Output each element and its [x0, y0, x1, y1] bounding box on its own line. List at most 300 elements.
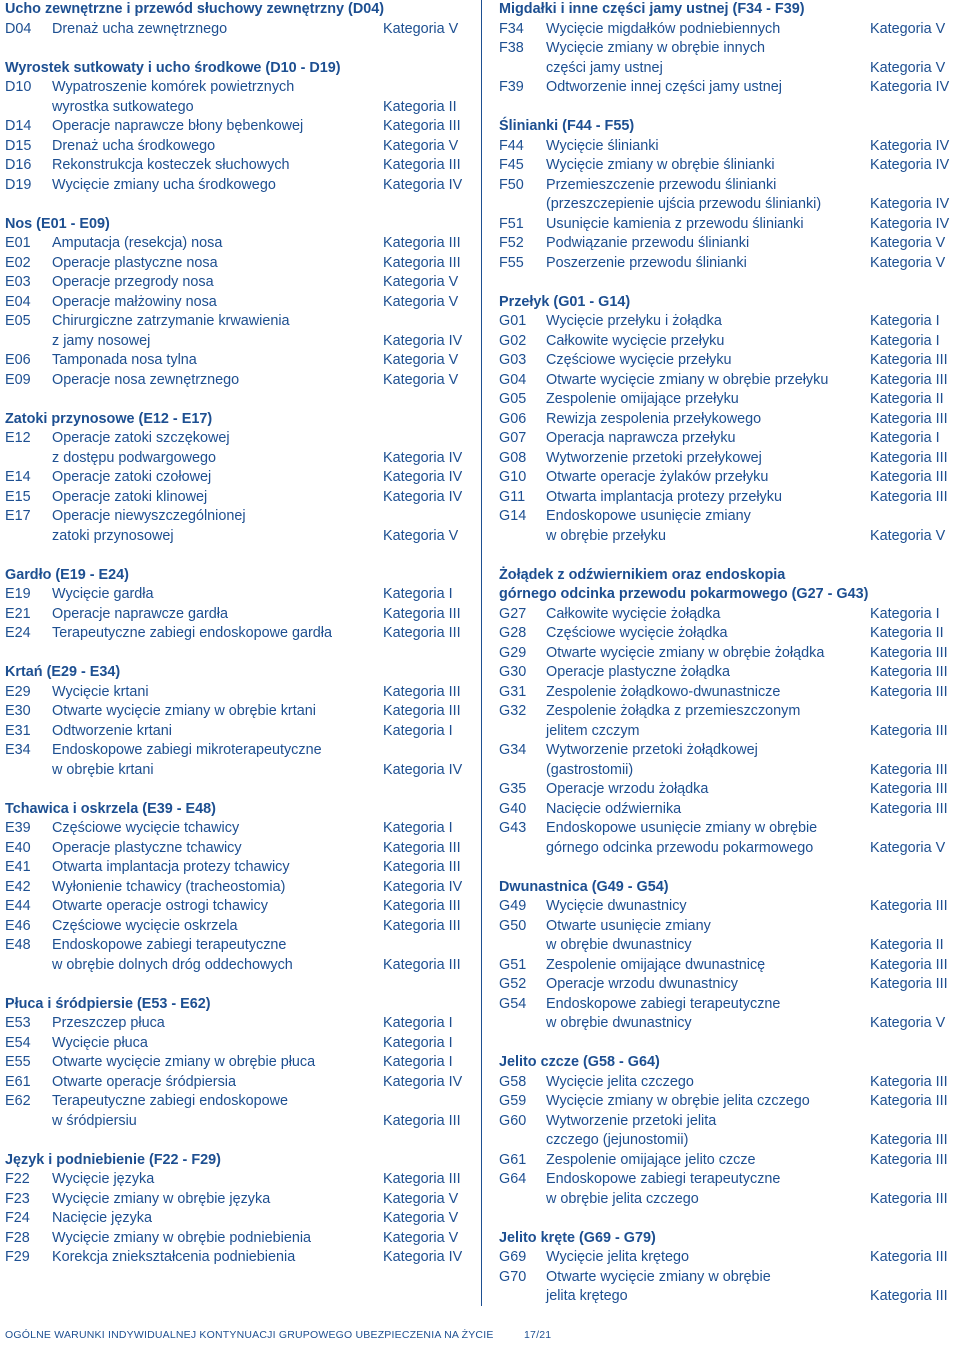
procedure-code: E17: [5, 508, 31, 524]
procedure-section: [499, 1229, 957, 1307]
procedure-code: D14: [5, 118, 32, 134]
procedure-category: Kategoria III: [870, 644, 948, 661]
footer-page-number: 17/21: [524, 1329, 552, 1341]
procedure-category: Kategoria III: [870, 1190, 948, 1207]
procedure-category: Kategoria I: [383, 1054, 453, 1070]
procedure-description: [52, 429, 383, 468]
description-line: Operacje naprawcze błony bębenkowej: [52, 118, 304, 134]
procedure-code: G08: [499, 449, 527, 466]
procedure-code: F34: [499, 20, 524, 37]
procedure-row: [499, 351, 957, 371]
procedure-row: [499, 956, 957, 976]
description-line: Zespolenie omijające dwunastnicę: [546, 956, 766, 973]
description-line: Endoskopowe zabiegi terapeutyczne: [546, 995, 781, 1012]
procedure-code: G51: [499, 956, 527, 973]
procedure-code: G31: [499, 683, 527, 700]
description-line: Wycięcie migdałków podniebiennych: [546, 20, 781, 37]
procedure-row: [499, 897, 957, 917]
procedure-description: [52, 585, 383, 605]
procedure-description: [546, 1073, 870, 1093]
procedure-category: Kategoria III: [870, 898, 948, 914]
procedure-row: [5, 1073, 471, 1093]
procedure-category: Kategoria III: [383, 917, 461, 934]
procedure-section: [499, 878, 957, 1034]
procedure-category: Kategoria V: [870, 527, 946, 544]
procedure-description: [546, 819, 870, 858]
description-line: czczego (jejunostomii): [546, 1132, 689, 1148]
procedure-category: Kategoria V: [870, 235, 946, 251]
description-line: Operacje plastyczne żołądka: [546, 664, 730, 680]
procedure-section: [5, 59, 471, 196]
procedure-description: [52, 917, 383, 937]
description-line: w obrębie jelita czczego: [546, 1190, 699, 1207]
description-line: Wytworzenie przetoki żołądkowej: [546, 742, 758, 758]
procedure-category: Kategoria IV: [383, 449, 463, 466]
procedure-row: [5, 78, 471, 117]
procedure-description: [546, 917, 870, 956]
procedure-row: [499, 1112, 957, 1151]
description-line: Amputacja (resekcja) nosa: [52, 235, 223, 251]
procedure-description: [52, 683, 383, 703]
procedure-code: G05: [499, 391, 527, 407]
procedure-category: Kategoria III: [870, 1132, 948, 1148]
procedure-category: Kategoria III: [870, 469, 948, 485]
procedure-row: [5, 605, 471, 625]
procedure-description: [546, 312, 870, 332]
procedure-category: Kategoria V: [383, 1229, 459, 1246]
description-line: Przemieszczenie przewodu ślinianki: [546, 176, 777, 193]
procedure-row: [5, 1248, 471, 1268]
procedure-description: [52, 858, 383, 878]
description-line: Częściowe wycięcie żołądka: [546, 625, 728, 641]
procedure-code: E55: [5, 1054, 31, 1070]
description-line: Wytworzenie przetoki jelita: [546, 1112, 717, 1129]
procedure-row: [5, 156, 471, 176]
procedure-description: [546, 663, 870, 683]
procedure-description: [546, 780, 870, 800]
procedure-code: E01: [5, 235, 31, 251]
procedure-category: Kategoria III: [870, 1249, 948, 1265]
procedure-row: [499, 176, 957, 215]
description-line: Poszerzenie przewodu ślinianki: [546, 254, 747, 271]
procedure-description: [52, 507, 383, 546]
procedure-code: G58: [499, 1073, 527, 1090]
description-line: Zespolenie omijające przełyku: [546, 391, 739, 407]
left-column: [5, 0, 471, 1287]
procedure-code: F50: [499, 176, 524, 193]
procedure-row: [499, 468, 957, 488]
procedure-row: [499, 371, 957, 391]
description-line: Wytworzenie przetoki przełykowej: [546, 449, 762, 466]
description-line: Wycięcie dwunastnicy: [546, 898, 687, 914]
procedure-row: [499, 605, 957, 625]
procedure-code: G04: [499, 371, 527, 388]
procedure-row: [5, 20, 471, 40]
procedure-category: Kategoria V: [383, 352, 459, 368]
procedure-category: Kategoria IV: [383, 469, 463, 485]
description-line: Otwarte wycięcie zmiany w obrębie krtani: [52, 703, 316, 719]
procedure-code: G07: [499, 430, 527, 446]
procedure-section: [5, 566, 471, 644]
procedure-category: Kategoria III: [870, 1288, 948, 1304]
description-line: Otwarte wycięcie zmiany w obrębie płuca: [52, 1054, 316, 1070]
procedure-description: [52, 605, 383, 625]
description-line: jelita krętego: [546, 1288, 628, 1304]
description-line: Wycięcie zmiany w obrębie języka: [52, 1190, 271, 1207]
procedure-row: [499, 332, 957, 352]
procedure-row: [5, 351, 471, 371]
procedure-description: [546, 39, 870, 78]
procedure-row: [499, 156, 957, 176]
procedure-code: G06: [499, 410, 527, 427]
procedure-code: F29: [5, 1249, 30, 1265]
procedure-row: [5, 273, 471, 293]
description-line: wyrostka sutkowatego: [52, 98, 194, 115]
procedure-row: [5, 507, 471, 546]
procedure-row: [499, 917, 957, 956]
procedure-code: E44: [5, 898, 31, 914]
description-line: Wycięcie zmiany w obrębie innych: [546, 40, 766, 56]
procedure-code: F22: [5, 1171, 30, 1187]
procedure-description: [52, 722, 383, 742]
procedure-description: [546, 1268, 870, 1307]
description-line: Odtworzenie krtani: [52, 722, 172, 739]
procedure-category: Kategoria II: [383, 98, 457, 115]
description-line: Operacje przegrody nosa: [52, 274, 214, 290]
procedure-row: [5, 839, 471, 859]
description-line: Terapeutyczne zabiegi endoskopowe gardła: [52, 625, 333, 641]
procedure-code: E39: [5, 820, 31, 836]
description-line: Zespolenie żołądkowo-dwunastnicze: [546, 683, 781, 700]
description-line: Otwarte wycięcie zmiany w obrębie: [546, 1268, 771, 1285]
procedure-section: [5, 663, 471, 780]
procedure-category: Kategoria III: [383, 157, 461, 173]
procedure-row: [499, 702, 957, 741]
procedure-description: [546, 20, 870, 40]
procedure-row: [499, 644, 957, 664]
procedure-row: [5, 137, 471, 157]
description-line: Operacja naprawcza przełyku: [546, 430, 736, 446]
description-line: Endoskopowe zabiegi terapeutyczne: [546, 1171, 781, 1187]
procedure-description: [52, 293, 383, 313]
procedure-code: E29: [5, 683, 31, 700]
procedure-row: [499, 215, 957, 235]
procedure-description: [546, 390, 870, 410]
description-line: Otwarta implantacja protezy tchawicy: [52, 859, 290, 875]
description-line: jelitem czczym: [546, 722, 640, 739]
procedure-section: [5, 800, 471, 976]
procedure-row: [499, 663, 957, 683]
procedure-category: Kategoria IV: [383, 176, 463, 193]
description-line: Drenaż ucha środkowego: [52, 137, 216, 154]
procedure-row: [499, 1073, 957, 1093]
description-line: Otwarte operacje żylaków przełyku: [546, 469, 769, 485]
procedure-code: G11: [499, 488, 526, 505]
procedure-code: E03: [5, 274, 31, 290]
procedure-category: Kategoria III: [383, 703, 461, 719]
section-title: Język i podniebienie (F22 - F29): [5, 1151, 221, 1168]
procedure-row: [5, 1092, 471, 1131]
procedure-category: Kategoria I: [383, 820, 453, 836]
section-title: Płuca i śródpiersie (E53 - E62): [5, 995, 211, 1012]
procedure-category: Kategoria III: [383, 625, 461, 641]
description-line: Operacje nosa zewnętrznego: [52, 371, 240, 388]
procedure-code: D19: [5, 176, 32, 193]
procedure-category: Kategoria I: [383, 586, 453, 602]
description-line: Zespolenie omijające jelito czcze: [546, 1151, 756, 1168]
procedure-description: [52, 1034, 383, 1054]
description-line: Nacięcie języka: [52, 1210, 152, 1226]
procedure-description: [52, 741, 383, 780]
section-title: Przełyk (G01 - G14): [499, 293, 631, 310]
procedure-category: Kategoria V: [383, 1210, 459, 1226]
procedure-row: [5, 371, 471, 391]
procedure-category: Kategoria III: [383, 898, 461, 914]
procedure-code: G70: [499, 1268, 527, 1285]
procedure-category: Kategoria V: [870, 1015, 946, 1031]
procedure-category: Kategoria IV: [383, 761, 463, 778]
procedure-code: G64: [499, 1171, 527, 1187]
procedure-description: [546, 995, 870, 1034]
procedure-row: [5, 254, 471, 274]
procedure-code: E24: [5, 625, 31, 641]
procedure-category: Kategoria IV: [870, 137, 950, 154]
description-line: Wyłonienie tchawicy (tracheostomia): [52, 878, 286, 895]
description-line: Całkowite wycięcie przełyku: [546, 332, 725, 349]
section-title: Wyrostek sutkowaty i ucho środkowe (D10 - D19): [5, 59, 341, 76]
procedure-description: [546, 1112, 870, 1151]
procedure-row: [499, 312, 957, 332]
procedure-row: [5, 117, 471, 137]
procedure-code: F51: [499, 215, 524, 232]
description-line: zatoki przynosowej: [52, 527, 174, 544]
procedure-row: [499, 254, 957, 274]
description-line: Wycięcie jelita czczego: [546, 1073, 694, 1090]
description-line: w obrębie krtani: [52, 761, 154, 778]
procedure-row: [499, 819, 957, 858]
section-title: górnego odcinka przewodu pokarmowego (G27 - G43): [499, 586, 869, 602]
procedure-description: [546, 156, 870, 176]
procedure-code: F52: [499, 235, 524, 251]
procedure-description: [52, 371, 383, 391]
procedure-code: G54: [499, 995, 527, 1012]
description-line: Otwarte usunięcie zmiany: [546, 917, 711, 934]
description-line: Wycięcie języka: [52, 1171, 155, 1187]
procedure-code: F44: [499, 137, 524, 154]
procedure-code: G61: [499, 1151, 527, 1168]
procedure-description: [52, 878, 383, 898]
procedure-category: Kategoria II: [870, 625, 944, 641]
procedure-code: G32: [499, 703, 527, 719]
description-line: Wycięcie zmiany ucha środkowego: [52, 176, 276, 193]
description-line: Częściowe wycięcie oskrzela: [52, 917, 238, 934]
procedure-row: [499, 39, 957, 78]
procedure-category: Kategoria V: [383, 274, 459, 290]
procedure-description: [546, 488, 870, 508]
procedure-description: [52, 312, 383, 351]
procedure-code: G03: [499, 352, 527, 368]
procedure-category: Kategoria III: [870, 1073, 948, 1090]
procedure-description: [546, 449, 870, 469]
procedure-category: Kategoria IV: [870, 79, 950, 95]
description-line: Podwiązanie przewodu ślinianki: [546, 235, 750, 251]
description-line: Otwarte wycięcie zmiany w obrębie żołądka: [546, 644, 825, 661]
procedure-row: [5, 683, 471, 703]
description-line: Wycięcie ślinianki: [546, 137, 659, 154]
description-line: Otwarta implantacja protezy przełyku: [546, 488, 782, 505]
right-column: [499, 0, 957, 1326]
procedure-description: [546, 605, 870, 625]
procedure-description: [52, 156, 383, 176]
procedure-description: [52, 468, 383, 488]
procedure-code: F28: [5, 1229, 30, 1246]
procedure-category: Kategoria III: [870, 371, 948, 388]
description-line: Operacje wrzodu dwunastnicy: [546, 976, 738, 992]
procedure-code: F24: [5, 1210, 30, 1226]
procedure-category: Kategoria III: [870, 449, 948, 466]
description-line: Wycięcie zmiany w obrębie podniebienia: [52, 1229, 312, 1246]
description-line: Operacje małżowiny nosa: [52, 293, 217, 310]
section-title: Krtań (E29 - E34): [5, 664, 121, 680]
description-line: Nacięcie odźwiernika: [546, 800, 682, 817]
procedure-code: G50: [499, 917, 527, 934]
procedure-category: Kategoria III: [870, 488, 948, 505]
section-title: Jelito czcze (G58 - G64): [499, 1054, 660, 1070]
procedure-category: Kategoria III: [870, 1093, 948, 1109]
procedure-description: [546, 254, 870, 274]
procedure-category: Kategoria III: [383, 118, 461, 134]
procedure-category: Kategoria IV: [383, 488, 463, 505]
description-line: Korekcja zniekształcenia podniebienia: [52, 1249, 296, 1265]
procedure-code: G34: [499, 742, 527, 758]
procedure-code: E30: [5, 703, 31, 719]
description-line: Operacje naprawcze gardła: [52, 605, 228, 622]
procedure-code: E62: [5, 1093, 31, 1109]
procedure-category: Kategoria IV: [383, 1073, 463, 1090]
procedure-description: [546, 468, 870, 488]
procedure-description: [546, 332, 870, 352]
procedure-description: [546, 1248, 870, 1268]
procedure-row: [5, 468, 471, 488]
procedure-code: D10: [5, 79, 32, 95]
procedure-section: [5, 1151, 471, 1268]
description-line: Wycięcie płuca: [52, 1034, 148, 1051]
procedure-description: [52, 1014, 383, 1034]
procedure-category: Kategoria III: [870, 664, 948, 680]
description-line: Wycięcie zmiany w obrębie ślinianki: [546, 157, 775, 173]
description-line: części jamy ustnej: [546, 59, 663, 76]
procedure-category: Kategoria I: [870, 430, 940, 446]
procedure-category: Kategoria III: [870, 781, 948, 797]
procedure-category: Kategoria V: [383, 20, 459, 37]
procedure-code: D15: [5, 137, 32, 154]
procedure-category: Kategoria III: [383, 859, 461, 875]
procedure-category: Kategoria III: [870, 976, 948, 992]
procedure-code: E31: [5, 722, 31, 739]
procedure-description: [546, 234, 870, 254]
procedure-description: [52, 624, 383, 644]
procedure-description: [546, 429, 870, 449]
procedure-description: [52, 351, 383, 371]
description-line: (gastrostomii): [546, 761, 634, 778]
procedure-row: [499, 507, 957, 546]
procedure-code: G02: [499, 332, 527, 349]
procedure-code: E54: [5, 1034, 31, 1051]
procedure-section: [5, 410, 471, 547]
procedure-section: [499, 566, 957, 859]
procedure-code: E05: [5, 313, 31, 329]
procedure-code: E09: [5, 371, 31, 388]
description-line: Usunięcie kamienia z przewodu ślinianki: [546, 215, 804, 232]
procedure-category: Kategoria III: [870, 352, 948, 368]
procedure-row: [499, 780, 957, 800]
procedure-description: [52, 234, 383, 254]
procedure-category: Kategoria II: [870, 391, 944, 407]
section-title: Dwunastnica (G49 - G54): [499, 878, 669, 895]
procedure-row: [499, 137, 957, 157]
description-line: Wypatroszenie komórek powietrznych: [52, 79, 295, 95]
procedure-description: [546, 137, 870, 157]
description-line: Operacje wrzodu żołądka: [546, 781, 709, 797]
procedure-description: [52, 78, 383, 117]
description-line: Wycięcie krtani: [52, 683, 149, 700]
procedure-code: D04: [5, 20, 32, 37]
procedure-category: Kategoria III: [383, 683, 461, 700]
procedure-description: [546, 897, 870, 917]
procedure-row: [5, 741, 471, 780]
procedure-code: G28: [499, 625, 527, 641]
procedure-row: [5, 293, 471, 313]
description-line: Operacje plastyczne nosa: [52, 254, 218, 271]
procedure-category: Kategoria V: [383, 1190, 459, 1207]
description-line: Operacje plastyczne tchawicy: [52, 839, 242, 856]
procedure-description: [52, 936, 383, 975]
procedure-category: Kategoria V: [383, 371, 459, 388]
procedure-description: [546, 702, 870, 741]
section-title: Ślinianki (F44 - F55): [499, 118, 635, 134]
procedure-row: [499, 800, 957, 820]
procedure-row: [5, 722, 471, 742]
section-title: Tchawica i oskrzela (E39 - E48): [5, 800, 216, 817]
procedure-category: Kategoria I: [870, 313, 940, 329]
procedure-category: Kategoria IV: [870, 196, 950, 212]
procedure-row: [5, 897, 471, 917]
procedure-row: [499, 234, 957, 254]
procedure-row: [499, 1268, 957, 1307]
procedure-code: G40: [499, 800, 527, 817]
procedure-row: [5, 234, 471, 254]
section-title: Jelito kręte (G69 - G79): [499, 1229, 656, 1246]
procedure-category: Kategoria III: [383, 1112, 461, 1129]
procedure-code: F39: [499, 79, 524, 95]
procedure-description: [546, 410, 870, 430]
procedure-code: E06: [5, 352, 31, 368]
procedure-row: [499, 624, 957, 644]
procedure-row: [499, 741, 957, 780]
procedure-category: Kategoria IV: [383, 1249, 463, 1265]
procedure-description: [546, 1170, 870, 1209]
procedure-description: [546, 1092, 870, 1112]
procedure-code: E41: [5, 859, 31, 875]
procedure-description: [52, 1229, 383, 1249]
procedure-row: [5, 488, 471, 508]
description-line: Wycięcie gardła: [52, 586, 154, 602]
procedure-row: [5, 1034, 471, 1054]
procedure-category: Kategoria III: [383, 839, 461, 856]
procedure-row: [499, 429, 957, 449]
procedure-category: Kategoria III: [870, 683, 948, 700]
description-line: Częściowe wycięcie przełyku: [546, 352, 732, 368]
